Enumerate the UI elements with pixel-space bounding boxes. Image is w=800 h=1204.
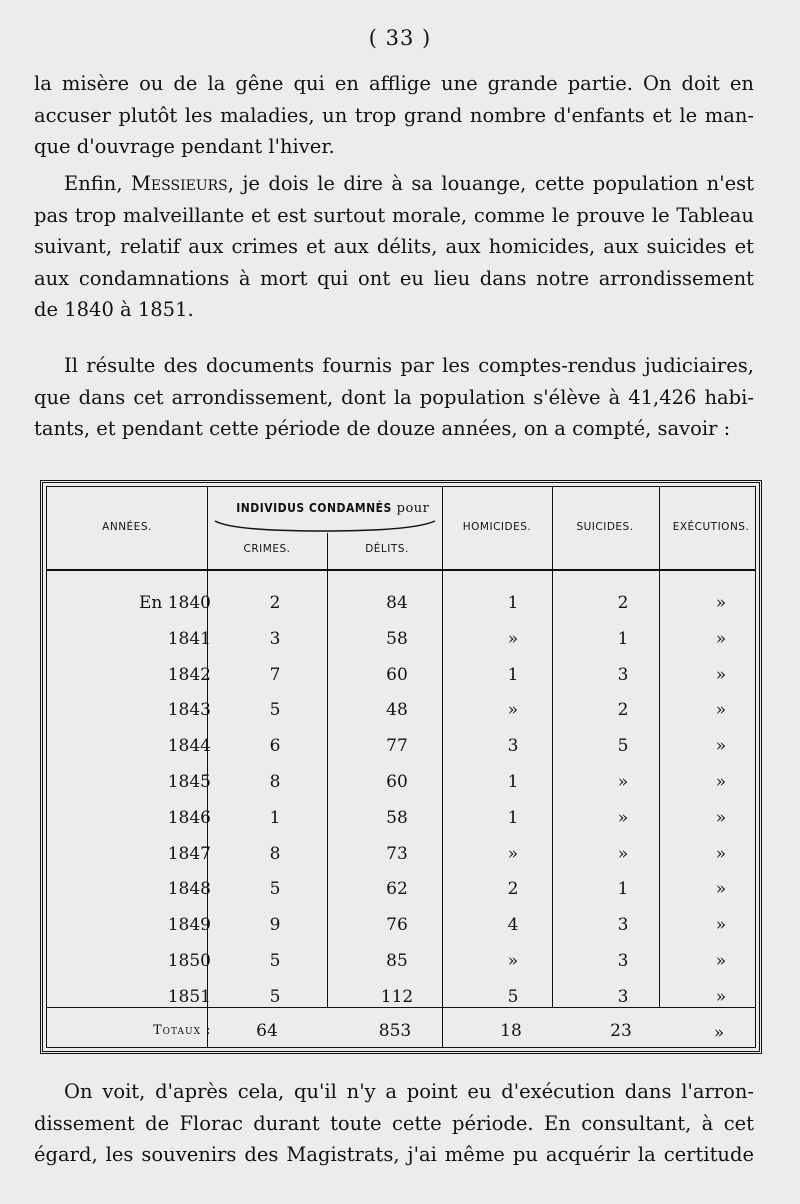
cell-executions: » <box>715 915 727 936</box>
cell-homicides: 4 <box>507 915 519 936</box>
totals-label: Totaux : <box>153 1023 212 1038</box>
cell-delits: 58 <box>386 807 408 828</box>
cell-year: 1849 <box>167 915 211 936</box>
cell-executions: » <box>715 986 727 1007</box>
cell-crimes: 9 <box>269 915 281 936</box>
cell-executions: » <box>715 628 727 649</box>
paragraph-1 <box>34 68 754 163</box>
cell-suicides: 1 <box>617 879 629 900</box>
cell-delits: 73 <box>386 843 408 864</box>
cell-suicides: 3 <box>617 986 629 1007</box>
table-row <box>47 587 763 619</box>
text-line: suivant, relatif aux crimes et aux délits, aux homicides, aux suicides et <box>34 235 754 258</box>
text-line: aux condamnations à mort qui ont eu lieu dans notre arrondissement <box>34 266 754 290</box>
cell-suicides: » <box>617 843 629 864</box>
cell-homicides: 3 <box>507 736 519 757</box>
text-line: tants, et pendant cette période de douze années, on a compté, savoir : <box>34 417 731 440</box>
cell-suicides: 3 <box>617 915 629 936</box>
paragraph-4 <box>34 1076 754 1171</box>
cell-delits: 60 <box>386 664 408 685</box>
cell-suicides: 2 <box>617 700 629 721</box>
text-line: de 1840 à 1851. <box>34 298 194 321</box>
cell-homicides: 1 <box>507 593 519 613</box>
text-rest: , je dois le dire à sa louange, cette population n'est <box>227 172 754 195</box>
header-suicides: SUICIDES. <box>576 521 634 533</box>
text-line: la misère ou de la gêne qui en afflige une grande partie. On doit en <box>34 72 754 95</box>
table-row <box>47 659 763 691</box>
cell-delits: 77 <box>386 736 408 757</box>
cell-delits: 76 <box>386 915 408 936</box>
table-row <box>47 838 763 870</box>
table-row <box>47 694 763 726</box>
header-delits: DÉLITS. <box>365 543 409 555</box>
cell-homicides: » <box>507 951 519 971</box>
cell-delits: 85 <box>386 951 408 971</box>
cell-suicides: 3 <box>617 951 629 971</box>
cell-crimes: 6 <box>269 736 281 757</box>
cell-homicides: 2 <box>507 879 519 900</box>
total-delits: 853 <box>378 1021 412 1041</box>
text-lead: Enfin, <box>64 172 131 195</box>
cell-year: 1850 <box>167 951 211 971</box>
header-brace <box>213 519 437 535</box>
smallcaps-word: Messieurs <box>130 172 228 195</box>
total-suicides: 23 <box>610 1021 632 1041</box>
cell-delits: 112 <box>380 986 414 1007</box>
cell-suicides: 1 <box>617 628 629 649</box>
header-individus: INDIVIDUS CONDAMNÉS <box>236 501 392 515</box>
cell-homicides: 5 <box>507 986 519 1007</box>
cell-delits: 60 <box>386 772 408 792</box>
text-line: que d'ouvrage pendant l'hiver. <box>34 135 335 158</box>
cell-homicides: » <box>507 843 519 864</box>
text-line: Il résulte des documents fournis par les comptes-rendus judiciaires, <box>64 354 754 377</box>
cell-executions: » <box>715 843 727 864</box>
table-row <box>47 766 763 798</box>
cell-crimes: 5 <box>269 951 281 971</box>
cell-year: 1843 <box>167 700 211 721</box>
cell-delits: 48 <box>386 700 408 721</box>
text-line: On voit, d'après cela, qu'il n'y a point eu d'exécution dans l'arron- <box>64 1080 754 1103</box>
header-executions: EXÉCUTIONS. <box>672 521 750 533</box>
cell-crimes: 8 <box>269 843 281 864</box>
cell-year: 1846 <box>167 807 211 828</box>
paragraph-3 <box>34 350 754 445</box>
table-row <box>47 873 763 905</box>
cell-suicides: » <box>617 772 629 792</box>
cell-year: En 1840 <box>138 593 211 613</box>
cell-suicides: 5 <box>617 736 629 757</box>
header-annees: ANNÉES. <box>102 521 152 533</box>
header-homicides: HOMICIDES. <box>462 521 532 533</box>
cell-year: 1851 <box>167 986 211 1007</box>
table-row <box>47 945 763 977</box>
text-line: pas trop malveillante et est surtout morale, comme le prouve le Tableau <box>34 203 754 227</box>
table-row <box>47 623 763 655</box>
total-executions: » <box>713 1023 725 1043</box>
cell-homicides: 1 <box>507 772 519 792</box>
table-row <box>47 909 763 941</box>
total-homicides: 18 <box>500 1021 522 1041</box>
cell-homicides: » <box>507 700 519 721</box>
cell-crimes: 3 <box>269 628 281 649</box>
cell-crimes: 7 <box>269 664 281 685</box>
text-line <box>34 168 754 200</box>
paragraph-2 <box>34 168 754 326</box>
cell-crimes: 8 <box>269 772 281 792</box>
text-line: égard, les souvenirs des Magistrats, j'ai même pu acquérir la certitude <box>34 1143 754 1166</box>
cell-homicides: 1 <box>507 807 519 828</box>
cell-suicides: 2 <box>617 593 629 613</box>
cell-year: 1845 <box>167 772 211 792</box>
cell-suicides: 3 <box>617 664 629 685</box>
cell-crimes: 1 <box>269 807 281 828</box>
header-pour: pour <box>396 501 430 516</box>
text-line: accuser plutôt les maladies, un trop grand nombre d'enfants et le man- <box>34 103 754 127</box>
table-row <box>47 802 763 834</box>
cell-year: 1841 <box>167 628 211 649</box>
cell-executions: » <box>715 700 727 721</box>
cell-executions: » <box>715 807 727 828</box>
total-crimes: 64 <box>256 1021 278 1041</box>
page-number: ( 33 ) <box>368 26 432 50</box>
statistics-table <box>40 480 762 1054</box>
cell-suicides: » <box>617 807 629 828</box>
text-line: que dans cet arrondissement, dont la population s'élève à 41,426 habi- <box>34 385 754 409</box>
cell-executions: » <box>715 879 727 900</box>
cell-executions: » <box>715 593 727 613</box>
header-crimes: CRIMES. <box>243 543 291 555</box>
cell-year: 1848 <box>167 879 211 900</box>
table-row <box>47 981 763 1013</box>
cell-executions: » <box>715 664 727 685</box>
text-line: dissement de Florac durant toute cette période. En consultant, à cet <box>34 1111 754 1135</box>
header-rule <box>47 569 755 571</box>
cell-homicides: 1 <box>507 664 519 685</box>
cell-year: 1842 <box>167 664 211 685</box>
cell-delits: 62 <box>386 879 408 900</box>
cell-crimes: 2 <box>269 593 281 613</box>
cell-delits: 58 <box>386 628 408 649</box>
cell-executions: » <box>715 951 727 971</box>
cell-crimes: 5 <box>269 700 281 721</box>
cell-year: 1844 <box>167 736 211 757</box>
cell-executions: » <box>715 772 727 792</box>
cell-crimes: 5 <box>269 879 281 900</box>
cell-crimes: 5 <box>269 986 281 1007</box>
cell-homicides: » <box>507 628 519 649</box>
cell-executions: » <box>715 736 727 757</box>
cell-delits: 84 <box>386 593 408 613</box>
table-row <box>47 730 763 762</box>
cell-year: 1847 <box>167 843 211 864</box>
